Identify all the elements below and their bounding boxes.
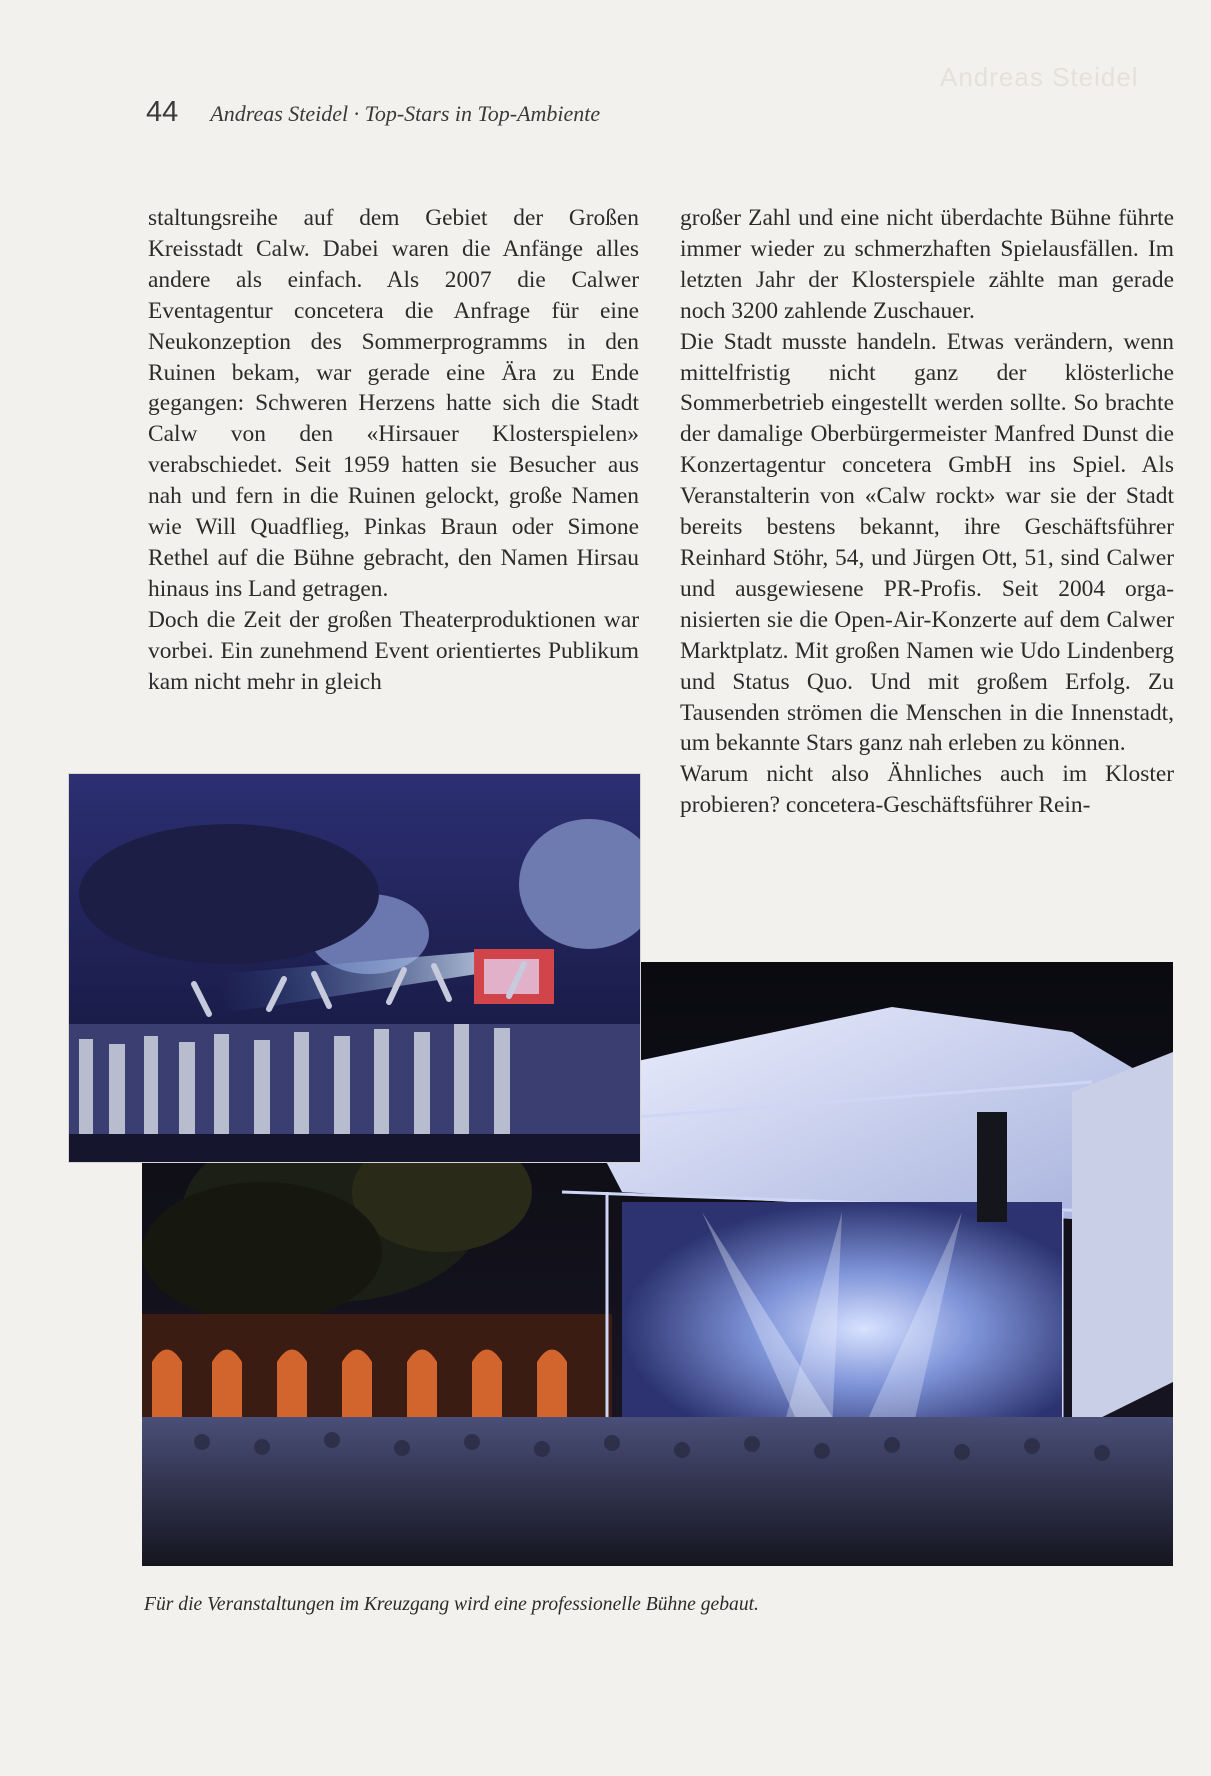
text-column-left	[148, 203, 639, 698]
running-header	[146, 96, 600, 129]
crowd-photo	[68, 773, 641, 1163]
text-column-right	[680, 203, 1174, 821]
figure-caption: Für die Veranstaltungen im Kreuzgang wird eine professionelle Bühne gebaut.	[144, 1594, 759, 1615]
bleed-through-text: Andreas Steidel	[940, 62, 1139, 92]
page-number: 44	[146, 96, 179, 128]
paragraph: großer Zahl und eine nicht überdachte Bühne führte immer wieder zu schmerzhaften Spielausfällen. Im letzten Jahr der Klosterspiele zählte man gerade noch 3200 zahlende Zuschauer.	[680, 205, 1174, 324]
paragraph: Die Stadt musste handeln. Etwas verändern, wenn mittelfristig nicht ganz der klösterliche Sommerbetrieb eingestellt werden sollte. So brachte der damalige Oberbürgermeister Manfred Dunst die Konzertagentur concetera GmbH ins Spiel. Als Veranstalterin von «Calw rockt» war sie der Stadt bereits bestens bekannt, ihre Geschäftsführer Reinhard Stöhr, 54, und Jürgen Ott, 51, sind Calwer und ausgewiesene PR-Profis. Seit 2004 organisierten sie die Open-Air-Konzerte auf dem Calwer Marktplatz. Mit großen Namen wie Udo Lindenberg und Status Quo. Und mit großem Erfolg. Zu Tausenden strömen die Menschen in die Innenstadt, um bekannte Stars ganz nah erleben zu können.	[680, 328, 1174, 757]
paragraph: Doch die Zeit der großen Theaterproduktionen war vorbei. Ein zunehmend Event orientiertes Publikum kam nicht mehr in gleich	[148, 606, 639, 695]
paragraph: staltungsreihe auf dem Gebiet der Großen Kreisstadt Calw. Dabei waren die Anfänge alles andere als einfach. Als 2007 die Calwer Eventagentur concetera die Anfrage für eine Neukonzeption des Sommerprogramms in den Ruinen bekam, war gerade eine Ära zu Ende gegangen: Schweren Herzens hatte sich die Stadt Calw von den «Hirsauer Klosterspielen» verabschiedet. Seit 1959 hatten sie Besucher aus nah und fern in die Ruinen gelockt, große Namen wie Will Quadflieg, Pinkas Braun oder Simone Rethel auf die Bühne gebracht, den Namen Hirsau hinaus ins Land getragen.	[148, 205, 639, 602]
paragraph: Warum nicht also Ähnliches auch im Kloster probieren? concetera-Geschäftsführer Rein-	[680, 761, 1174, 819]
running-head: Andreas Steidel · Top-Stars in Top-Ambiente	[210, 101, 601, 126]
